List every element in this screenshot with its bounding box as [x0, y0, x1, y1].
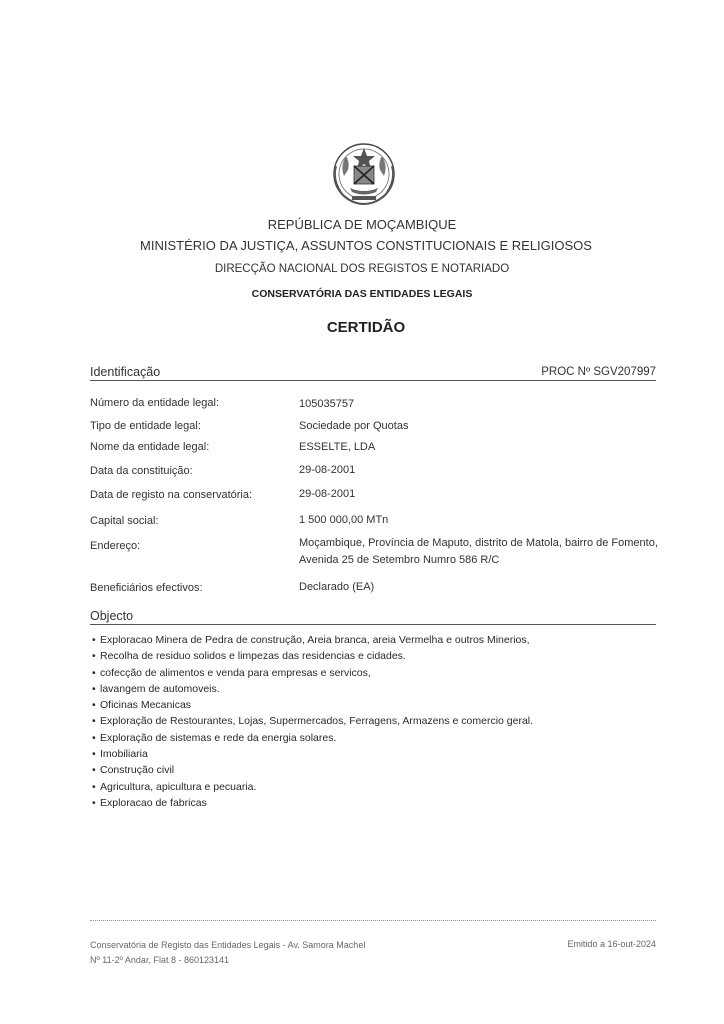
list-item: • Oficinas Mecanicas: [92, 697, 662, 713]
field-value: 29-08-2001: [299, 464, 356, 476]
field-label: Número da entidade legal:: [90, 397, 220, 409]
field-label: Data da constituição:: [90, 465, 193, 477]
list-item: • Construção civil: [92, 762, 662, 778]
field-label: Data de registo na conservatória:: [90, 489, 253, 501]
list-item: • Recolha de residuo solidos e limpezas das residencias e cidades.: [92, 648, 662, 664]
field-value: 29-08-2001: [299, 488, 356, 500]
document-title: CERTIDÃO: [326, 319, 406, 336]
field-label: Beneficiários efectivos:: [90, 582, 203, 594]
list-item: • Exploração de sistemas e rede da energia solares.: [92, 730, 662, 746]
list-item: • cofecção de alimentos e venda para empresas e servicos,: [92, 665, 662, 681]
object-list: [92, 632, 662, 811]
list-item: • Imobiliaria: [92, 746, 662, 762]
field-value: Sociedade por Quotas: [299, 420, 409, 432]
field-value: 105035757: [299, 398, 355, 410]
republic-heading: REPÚBLICA DE MOÇAMBIQUE: [267, 217, 457, 232]
field-value: Declarado (EA): [299, 581, 375, 593]
object-section-header: [90, 606, 656, 625]
field-label: Nome da entidade legal:: [90, 441, 210, 453]
field-value: Moçambique, Província de Maputo, distrito de Matola, bairro de Fomento, Avenida 25 de Setembro Numro 586 R/C: [299, 537, 658, 566]
field-label: Endereço:: [90, 540, 141, 552]
list-item: • lavangem de automoveis.: [92, 681, 662, 697]
identification-section-header: [90, 360, 656, 381]
footer-divider: [90, 920, 656, 921]
list-item: • Agricultura, apicultura e pecuaria.: [92, 779, 662, 795]
proc-number: PROC Nº SGV207997: [541, 366, 656, 378]
field-label: Tipo de entidade legal:: [90, 420, 201, 432]
list-item: • Exploracao Minera de Pedra de construção, Areia branca, areia Vermelha e outros Minerios,: [92, 632, 662, 648]
directorate-heading: DIRECÇÃO NACIONAL DOS REGISTOS E NOTARIADO: [214, 263, 510, 275]
footer-address-line2: Nº 11-2º Andar, Flat 8 - 860123141: [90, 955, 229, 965]
list-item: • Exploracao de fabricas: [92, 795, 662, 811]
ministry-heading: MINISTÉRIO DA JUSTIÇA, ASSUNTOS CONSTITUCIONAIS E RELIGIOSOS: [140, 238, 592, 253]
field-value: ESSELTE, LDA: [299, 441, 376, 453]
object-label: Objecto: [90, 609, 134, 623]
footer-address-line1: Conservatória de Registo das Entidades Legais - Av. Samora Machel: [90, 940, 366, 950]
identification-label: Identificação: [90, 365, 161, 379]
mozambique-coat-of-arms-icon: [326, 136, 402, 212]
list-item: • Exploração de Restourantes, Lojas, Supermercados, Ferragens, Armazens e comercio geral.: [92, 713, 662, 729]
field-label: Capital social:: [90, 515, 159, 527]
registry-heading: CONSERVATÓRIA DAS ENTIDADES LEGAIS: [251, 288, 473, 300]
field-value: 1 500 000,00 MTn: [299, 514, 389, 526]
footer-issued-date: Emitido a 16-out-2024: [567, 939, 656, 949]
